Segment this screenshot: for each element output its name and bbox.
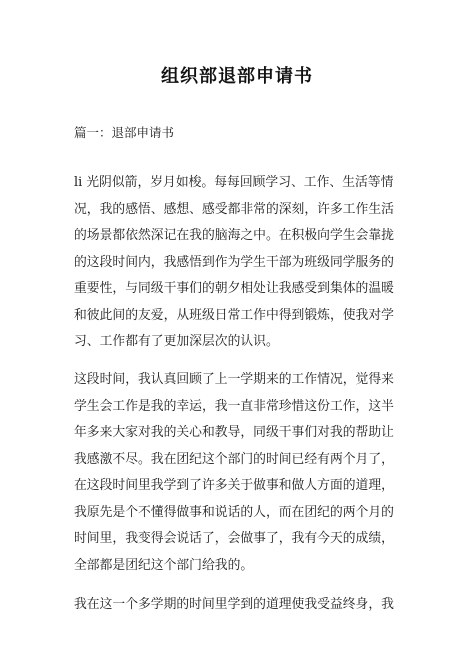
paragraph-line: 习、工作都有了更加深层次的认识。 — [74, 334, 279, 349]
paragraph-1 — [74, 170, 404, 356]
paragraph-line: 我原先是个不懂得做事和说话的人，而在团纪的两个月的 — [74, 504, 394, 520]
paragraph-2 — [74, 367, 404, 579]
paragraph-line: li 光阴似箭，岁月如梭。每每回顾学习、工作、生活等情 — [74, 175, 394, 190]
paragraph-line: 我感激不尽。我在团纪这个部门的时间已经有两个月了， — [74, 451, 394, 467]
paragraph-line: 的这段时间内，我感悟到作为学生干部为班级同学服务的 — [74, 254, 394, 270]
paragraph-line: 的场景都依然深记在我的脑海之中。在积极向学生会靠拢 — [74, 228, 394, 243]
paragraph-line: 在这段时间里我学到了许多关于做事和做人方面的道理， — [74, 478, 394, 493]
paragraph-line: 年多来大家对我的关心和教导，同级干事们对我的帮助让 — [74, 425, 394, 440]
paragraph-line: 这段时间，我认真回顾了上一学期来的工作情况，觉得来 — [74, 372, 394, 387]
paragraph-line: 全部都是团纪这个部门给我的。 — [74, 557, 254, 573]
paragraph-line: 学生会工作是我的幸运，我一直非常珍惜这份工作，这半 — [74, 398, 394, 414]
document-title: 组织部退部申请书 — [161, 66, 313, 87]
paragraph-line: 时间里，我变得会说话了，会做事了，我有今天的成绩， — [74, 531, 394, 546]
paragraph-line: 重要性，与同级干事们的朝夕相处让我感受到集体的温暖 — [74, 281, 394, 296]
paragraph-3 — [74, 592, 404, 619]
paragraph-line: 况，我的感悟、感想、感受都非常的深刻，许多工作生活 — [74, 201, 394, 217]
section-heading: 篇一：退部申请书 — [74, 125, 175, 140]
paragraph-line: 和彼此间的友爱，从班级日常工作中得到锻炼，使我对学 — [74, 307, 394, 323]
paragraph-line: 我在这一个多学期的时间里学到的道理使我受益终身，我 — [74, 597, 394, 612]
